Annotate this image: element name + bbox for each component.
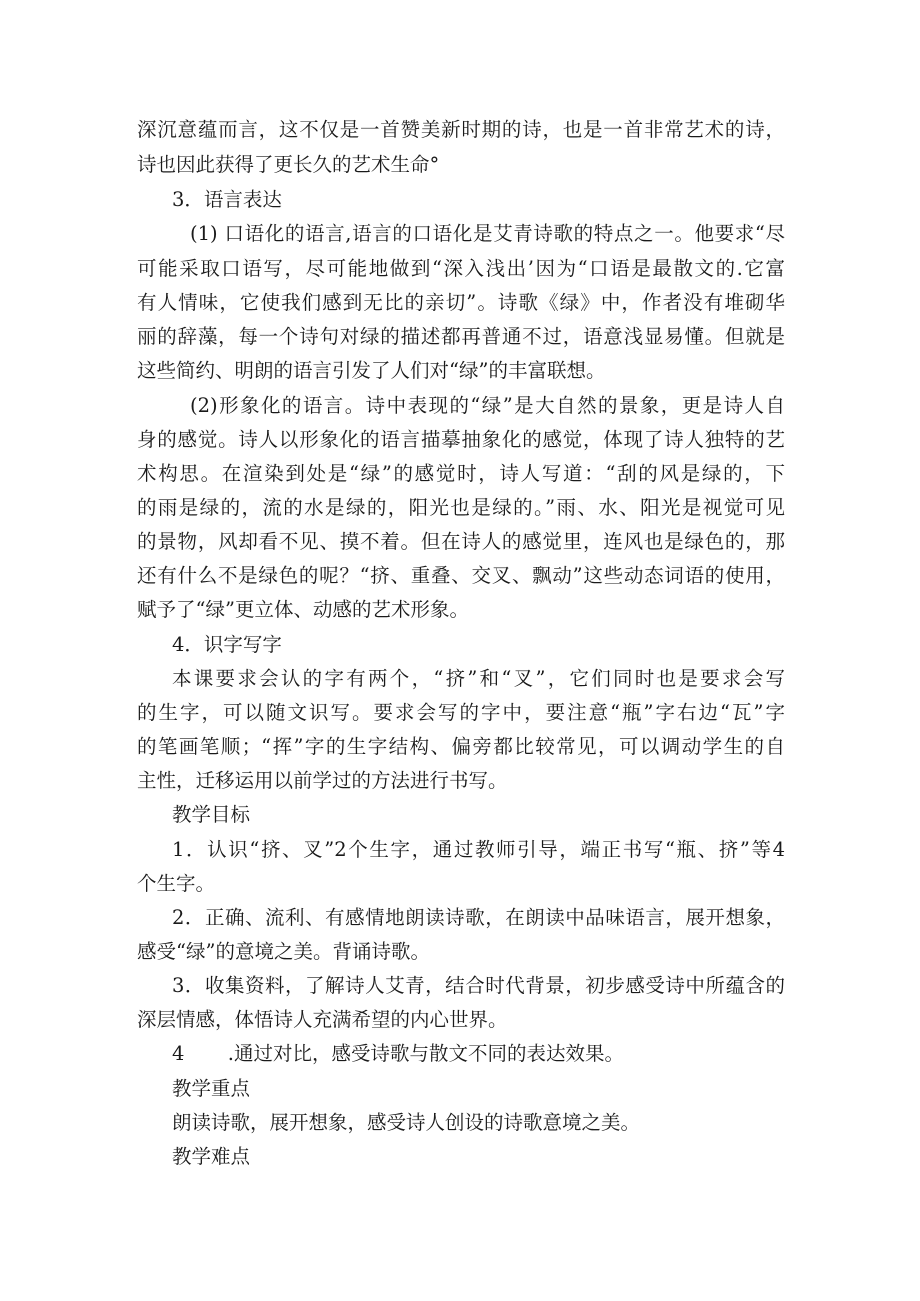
text-line: 身的感觉。诗人以形象化的语言描摹抽象化的感觉，体现了诗人独特的艺 xyxy=(137,428,785,451)
section-heading: 教学目标 xyxy=(172,803,251,826)
text-line: 这些简约、明朗的语言引发了人们对“绿”的丰富联想。 xyxy=(137,359,606,382)
text-line: 的雨是绿的，流的水是绿的，阳光也是绿的。”雨、水、阳光是视觉可见 xyxy=(137,496,785,519)
text-line: (1) 口语化的语言,语言的口语化是艾青诗歌的特点之一。他要求“尽 xyxy=(190,222,785,245)
text-line: 赋予了“绿”更立体、动感的艺术形象。 xyxy=(137,598,469,621)
section-heading: 3．语言表达 xyxy=(172,188,282,211)
text-line: 2．正确、流利、有感情地朗读诗歌，在朗读中品味语言，展开想象， xyxy=(172,906,785,929)
text-line: 3．收集资料，了解诗人艾青，结合时代背景，初步感受诗中所蕴含的 xyxy=(172,974,785,997)
text-line: 的笔画笔顺；“挥”字的生字结构、偏旁都比较常见，可以调动学生的自 xyxy=(137,735,785,758)
text-line: 诗也因此获得了更长久的艺术生命° xyxy=(137,153,440,176)
section-heading: 教学难点 xyxy=(172,1145,251,1168)
text-line: 主性，迁移运用以前学过的方法进行书写。 xyxy=(137,769,508,792)
text-line: 可能采取口语写，尽可能地做到“深入浅出’因为“口语是最散文的.它富 xyxy=(137,257,785,280)
text-line: 个生字。 xyxy=(137,872,216,895)
text-line: 的景物，风却看不见、摸不着。但在诗人的感觉里，连风也是绿色的，那 xyxy=(137,530,785,553)
text-line: 4 .通过对比，感受诗歌与散文不同的表达效果。 xyxy=(172,1042,624,1065)
text-line: (2)形象化的语言。诗中表现的“绿”是大自然的景象，更是诗人自 xyxy=(190,394,785,417)
section-heading: 4．识字写字 xyxy=(172,633,282,656)
text-line: 的生字，可以随文识写。要求会写的字中，要注意“瓶”字右边“瓦”字 xyxy=(137,701,785,724)
text-line: 丽的辞藻，每一个诗句对绿的描述都再普通不过，语意浅显易懂。但就是 xyxy=(137,325,785,348)
text-line: 深沉意蕴而言，这不仅是一首赞美新时期的诗，也是一首非常艺术的诗， xyxy=(137,118,785,141)
text-line: 朗读诗歌，展开想象，感受诗人创设的诗歌意境之美。 xyxy=(172,1111,641,1134)
text-line: 深层情感，体悟诗人充满希望的内心世界。 xyxy=(137,1008,508,1031)
text-line: 有人情味，它使我们感到无比的亲切”。诗歌《绿》中，作者没有堆砌华 xyxy=(137,291,785,314)
text-line: 术构思。在渲染到处是“绿”的感觉时，诗人写道：“刮的风是绿的，下 xyxy=(137,462,785,485)
section-heading: 教学重点 xyxy=(172,1077,251,1100)
text-line: 还有什么不是绿色的呢？“挤、重叠、交叉、飘动”这些动态词语的使用， xyxy=(137,564,785,587)
text-line: 感受“绿”的意境之美。背诵诗歌。 xyxy=(137,940,430,963)
text-line: 1．认识“挤、叉”2个生字，通过教师引导，端正书写“瓶、挤”等4 xyxy=(172,838,785,861)
text-line: 本课要求会认的字有两个，“挤”和“叉”，它们同时也是要求会写 xyxy=(172,667,785,690)
